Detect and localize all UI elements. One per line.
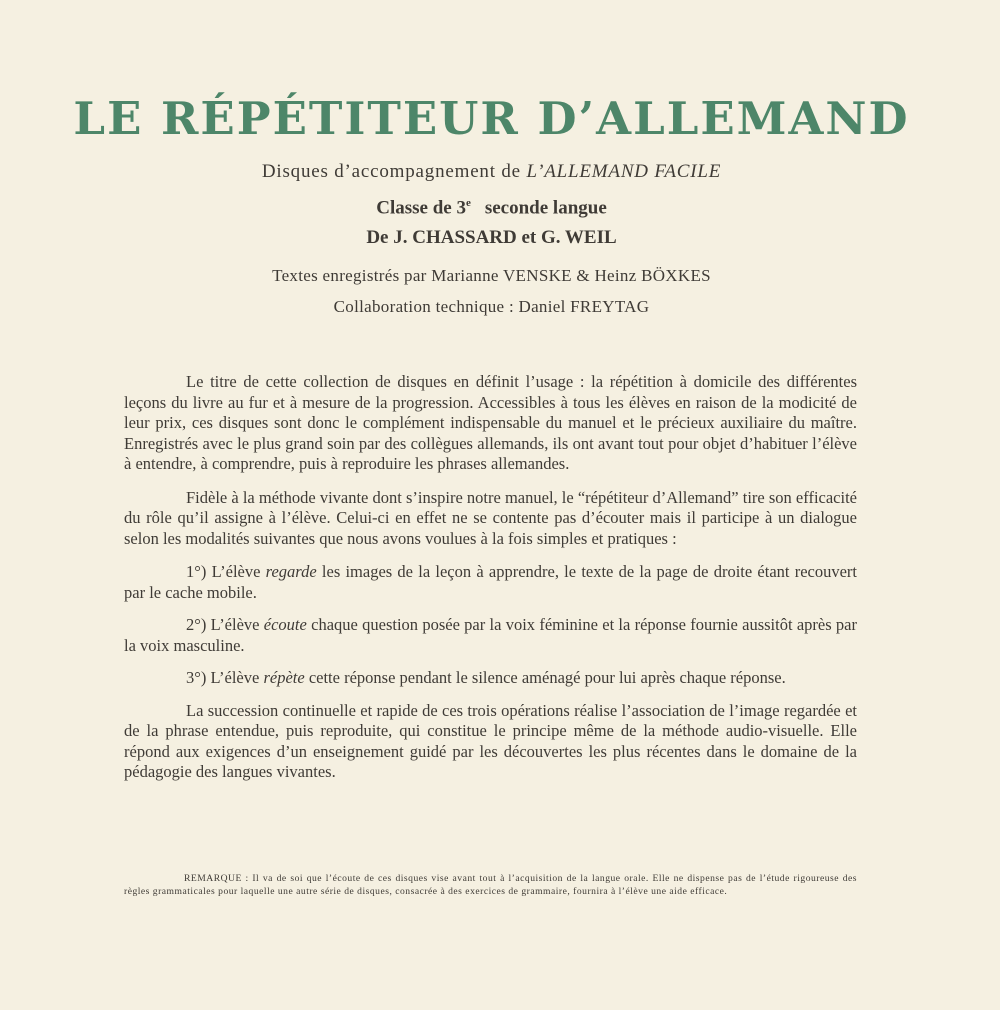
- step-3-verb: répète: [263, 668, 305, 687]
- paragraph-conclusion: La succession continuelle et rapide de ces trois opérations réalise l’association de l’image regardée et de la phrase entendue, puis reproduite, qui constitue le principe même de la méthode audio-visuelle. Elle répond aux exigences d’un enseignement guidé par les découvertes les plus récentes dans le domaine de la pédagogie des langues vivantes.: [124, 700, 857, 781]
- class-superscript: e: [465, 197, 471, 209]
- step-1-verb: regarde: [265, 562, 317, 581]
- class-suffix: seconde langue: [484, 197, 607, 219]
- step-3-text: cette réponse pendant le silence aménagé pour lui après chaque réponse.: [308, 668, 786, 687]
- step-1-text: les images de la leçon à apprendre, le texte de la page de droite étant recouvert par le cache mobile.: [124, 562, 858, 602]
- step-1-prefix: 1°) L’élève: [186, 562, 261, 581]
- step-2: [124, 615, 857, 656]
- step-3: [124, 668, 857, 689]
- authors: De J. CHASSARD et G. WEIL: [366, 227, 617, 248]
- subtitle-prefix: Disques d’accompagnement de: [261, 161, 521, 182]
- step-1: [124, 562, 857, 603]
- paragraph-intro: Le titre de cette collection de disques en définit l’usage : la répétition à domicile des différentes leçons du livre au fur et à mesure de la progression. Accessibles à tous les élèves en raison de la modicité de leur prix, ces disques sont donc le complément indispensable du manuel et le précieux auxiliaire du maître. Enregistrés avec le plus grand soin par des collègues allemands, ils ont avant tout pour objet d’habituer l’élève à entendre, à comprendre, puis à reproduire les phrases allemandes.: [124, 372, 857, 473]
- step-2-text: chaque question posée par la voix féminine et la réponse fournie aussitôt après par la voix masculine.: [124, 615, 857, 655]
- class-level: [0, 197, 983, 219]
- body-text: [124, 372, 857, 796]
- step-2-verb: écoute: [263, 615, 307, 634]
- paragraph-method: Fidèle à la méthode vivante dont s’inspire notre manuel, le “répétiteur d’Allemand” tire son efficacité du rôle qu’il assigne à l’élève. Celui-ci en effet ne se contente pas d’écouter mais il participe à un dialogue selon les modalités suivantes que nous avons voulues à la fois simples et pratiques :: [124, 487, 857, 548]
- subtitle: [0, 161, 983, 183]
- credits-technical: Collaboration technique : Daniel FREYTAG: [333, 297, 650, 316]
- credits-voices: Textes enregistrés par Marianne VENSKE & Heinz BÖXKES: [272, 266, 711, 285]
- subtitle-book-title: L’ALLEMAND FACILE: [526, 161, 722, 182]
- step-2-prefix: 2°) L’élève: [186, 615, 260, 634]
- step-3-prefix: 3°) L’élève: [186, 668, 260, 687]
- remark-note: REMARQUE : Il va de soi que l’écoute de ces disques vise avant tout à l’acquisition de la langue orale. Elle ne dispense pas de l’étude rigoureuse des règles grammaticales pour laquelle une autre série de disques, consacrée à des exercices de grammaire, fournira à l’élève une aide efficace.: [124, 873, 857, 897]
- class-label: Classe de 3: [376, 197, 466, 219]
- page-title: LE RÉPÉTITEUR D’ALLEMAND: [73, 92, 910, 145]
